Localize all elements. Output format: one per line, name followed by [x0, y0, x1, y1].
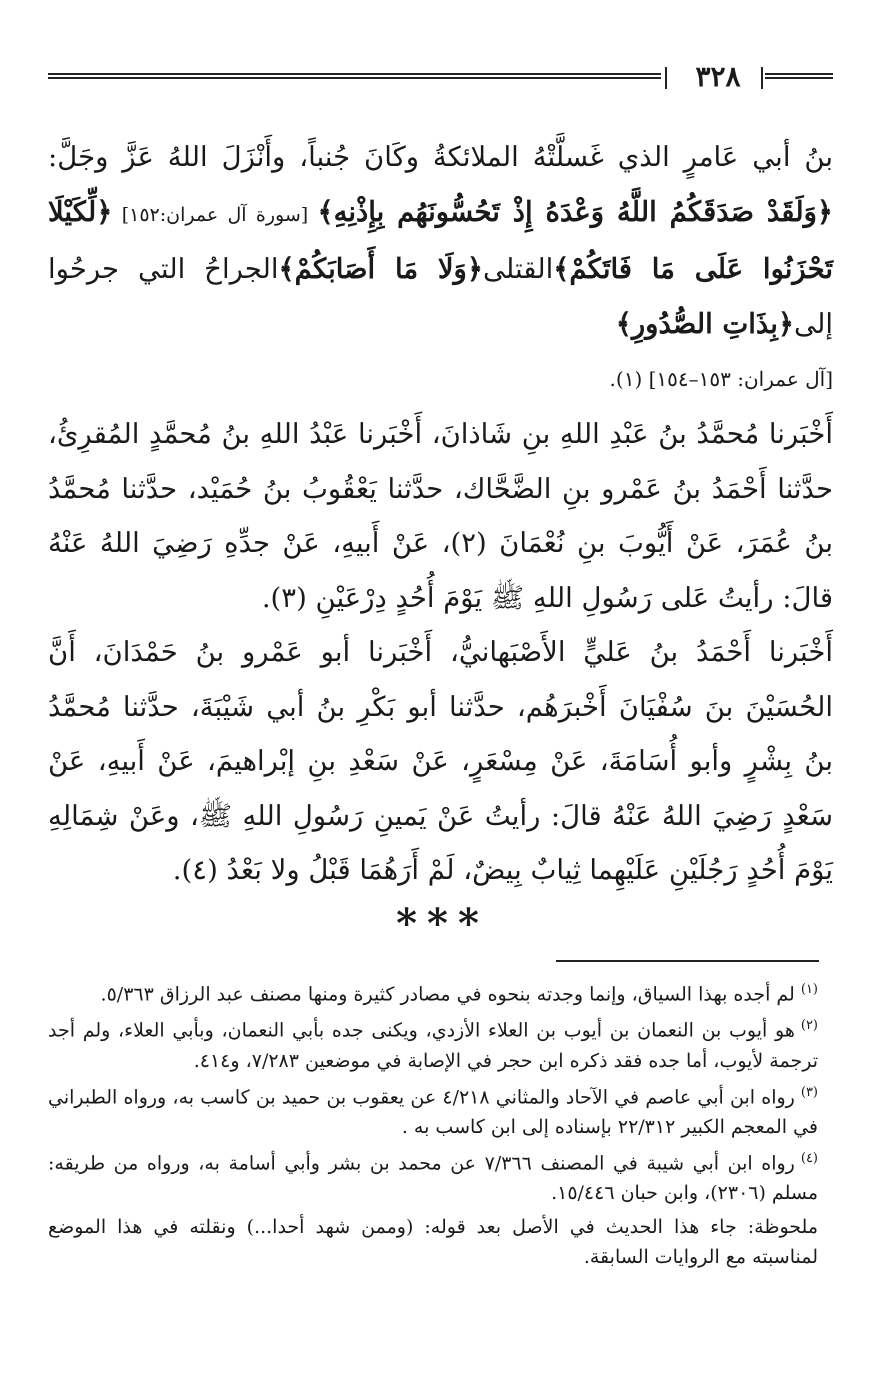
footnote-rule [556, 960, 819, 962]
footnote-number: (٣) [800, 1084, 818, 1100]
editor-note: ملحوظة: جاء هذا الحديث في الأصل بعد قوله: (وممن شهد أحدا...) ونقلته في هذا الموضع لمناسبته مع الروايات السابقة. [48, 1216, 818, 1269]
footnote-number: (٢) [800, 1018, 818, 1034]
paragraph-1 [48, 130, 833, 351]
quran-verse: ﴿وَلَقَدْ صَدَقَكُمُ اللَّهُ وَعْدَهُ إِذْ تَحُسُّونَهُم بِإِذْنِهِ﴾ [317, 195, 833, 228]
quran-verse: ﴿لِّكَيْلَا تَحْزَنُوا عَلَى مَا فَاتَكُمْ﴾ [48, 195, 834, 285]
page-header [48, 62, 833, 98]
footnote-number: (٤) [800, 1150, 818, 1166]
page-number: ٣٢٨ [695, 60, 741, 93]
footnote-text: رواه ابن أبي عاصم في الآحاد والمثاني ٤/٢١٨ عن يعقوب بن حميد بن كاسب به، ورواه الطبراني في المعجم الكبير ٢٢/٣١٢ بإسناده إلى ابن كاسب به . [48, 1085, 818, 1138]
verse-reference-line: [آل عمران: ١٥٣–١٥٤] (١). [609, 367, 833, 391]
footnote-number: (١) [800, 982, 818, 997]
footnotes [48, 975, 818, 1274]
text-span: بنُ أبي عَامرٍ الذي غَسلَّتْهُ الملائكةُ وكَانَ جُنباً، وأَنْزَلَ اللهُ عَزَّ وجَلَّ: [48, 141, 833, 173]
verse-reference: [سورة آل عمران:١٥٢] [112, 203, 318, 226]
quran-verse: ﴿بِذَاتِ الصُّدُورِ﴾ [615, 307, 795, 340]
header-rule-separator [665, 67, 667, 89]
header-rule-separator [761, 67, 763, 89]
section-separator: *** [396, 900, 489, 947]
header-rule-short [765, 73, 833, 79]
footnote-text: هو أيوب بن النعمان بن أيوب بن العلاء الأزدي، ويكنى جده بأبي النعمان، وبأبي العلاء، ولم أجد ترجمة لأيوب، أما جده فقد ذكره ابن حجر في الإصابة في موضعين ٧/٢٨٣، و٤١٤. [48, 1019, 818, 1072]
paragraph-2: أَخْبَرنا مُحمَّدُ بنُ عَبْدِ اللهِ بنِ شَاذانَ، أَخْبَرنا عَبْدُ اللهِ بنُ مُحمَّدٍ المُقرِئُ، حدَّثنا أَحْمَدُ بنُ عَمْرو بنِ الضَّحَّاك، حدَّثنا يَعْقُوبُ بنُ حُمَيْد، حدَّثنا مُحمَّدُ بنُ عُمَرَ، عَنْ أَيُّوبَ بنِ نُعْمَانَ (٢)، عَنْ أَبيهِ، عَنْ جدِّهِ رَضِيَ اللهُ عَنْهُ قالَ: رأيتُ عَلى رَسُولِ اللهِ ﷺ يَوْمَ أُحُدٍ دِرْعَيْنِ (٣). [48, 418, 833, 614]
main-text [48, 130, 833, 898]
text-span: القتلى [482, 253, 554, 285]
quran-verse: ﴿وَلَا مَا أَصَابَكُمْ﴾ [278, 253, 483, 285]
header-rule-long [48, 73, 661, 79]
footnote [48, 1144, 818, 1208]
footnote [48, 1011, 818, 1075]
footnote [48, 975, 818, 1009]
footnote-text: رواه ابن أبي شيبة في المصنف ٧/٣٦٦ عن محمد بن بشر وأبي أسامة به، ورواه من طريقه: مسلم (٢٣٠٦)، وابن حبان ١٥/٤٤٦. [48, 1152, 818, 1205]
footnote-text: لم أجده بهذا السياق، وإنما وجدته بنحوه في مصادر كثيرة ومنها مصنف عبد الرزاق ٥/٣٦٣. [100, 983, 795, 1006]
text-span: الجراحُ التي جرحُوا إلى [48, 253, 833, 340]
footnote [48, 1078, 818, 1142]
paragraph-3: أَخْبَرنا أَحْمَدُ بنُ عَليٍّ الأَصْبَهانيُّ، أَخْبَرنا أبو عَمْرو بنُ حَمْدَانَ، أَنَّ الحُسَيْنَ بنَ سُفْيَانَ أَخْبرَهُم، حدَّثنا أبو بَكْرِ بنُ أبي شَيْبَةَ، حدَّثنا مُحمَّدُ بنُ بِشْرٍ وأبو أُسَامَةَ، عَنْ مِسْعَرٍ، عَنْ سَعْدِ بنِ إبْراهيمَ، عَنْ أَبيهِ، عَنْ سَعْدٍ رَضِيَ اللهُ عَنْهُ قالَ: رأيتُ عَنْ يَمينِ رَسُولِ اللهِ ﷺ، وعَنْ شِمَالِهِ يَوْمَ أُحُدٍ رَجُلَيْنِ عَلَيْهِما ثِيابٌ بِيضٌ، لَمْ أَرَهُمَا قَبْلُ ولا بَعْدُ (٤). [48, 636, 833, 886]
